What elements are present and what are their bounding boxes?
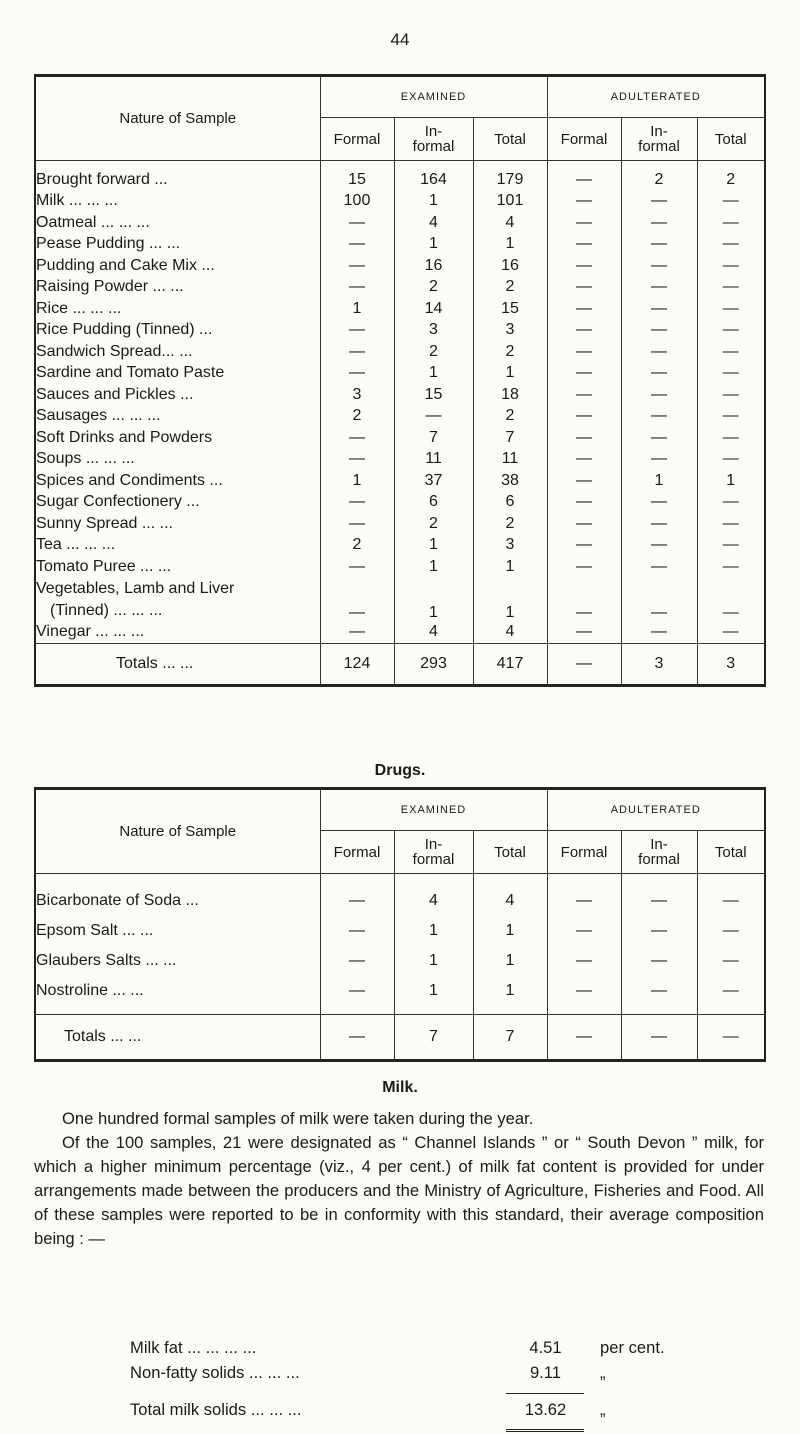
examined-header: EXAMINED — [320, 76, 547, 118]
sample-count: — — [547, 427, 621, 449]
adulterated-header: ADULTERATED — [547, 76, 765, 118]
sample-count: — — [697, 916, 765, 946]
sample-count: — — [697, 874, 765, 917]
sample-count: — — [621, 916, 697, 946]
sample-count: 2 — [394, 513, 473, 535]
sample-count: — — [547, 255, 621, 277]
table-row — [35, 320, 765, 342]
sample-name-line: Vegetables, Lamb and Liver — [36, 579, 235, 597]
sample-count: 15 — [394, 384, 473, 406]
table-row — [35, 916, 765, 946]
sample-count: 2 — [320, 406, 394, 428]
column-header: Total — [473, 831, 547, 874]
sample-count: — — [547, 212, 621, 234]
sample-count: — — [547, 513, 621, 535]
sample-name: Bicarbonate of Soda ... — [36, 892, 199, 909]
sample-count: 1 — [473, 363, 547, 385]
sample-count: — — [621, 535, 697, 557]
sample-count: — — [547, 363, 621, 385]
sample-count: — — [621, 320, 697, 342]
sample-count: — — [697, 341, 765, 363]
sample-name: Sardine and Tomato Paste — [36, 364, 225, 382]
sample-count: 4 — [394, 212, 473, 234]
sample-count: — — [697, 946, 765, 976]
sample-count: 2 — [473, 406, 547, 428]
sample-count: — — [320, 449, 394, 471]
sample-count: — — [547, 874, 621, 917]
sample-name: Soft Drinks and Powders — [36, 428, 213, 446]
sample-count: 7 — [473, 427, 547, 449]
sample-name: Tomato Puree ... ... — [36, 557, 172, 575]
composition-value: 13.62 — [524, 1400, 567, 1419]
sample-count: — — [547, 298, 621, 320]
sample-count: 1 — [621, 470, 697, 492]
sample-count: — — [547, 384, 621, 406]
sample-count: — — [547, 556, 621, 578]
sample-count: — — [697, 277, 765, 299]
sample-count: — — [547, 277, 621, 299]
sample-count: 4 — [394, 622, 473, 644]
sample-count: 1 — [394, 946, 473, 976]
sample-count: — — [697, 298, 765, 320]
sample-count: 2 — [320, 535, 394, 557]
composition-unit: per cent. — [600, 1338, 665, 1357]
table-row — [35, 234, 765, 256]
sample-count: — — [320, 212, 394, 234]
sample-count: 7 — [394, 1015, 473, 1061]
table-row — [35, 1015, 765, 1061]
sample-name: Sauces and Pickles ... — [36, 385, 194, 403]
sample-count: 2 — [473, 341, 547, 363]
sample-count: — — [320, 622, 394, 644]
sample-count: 1 — [473, 578, 547, 622]
sample-count: 11 — [473, 449, 547, 471]
sample-count: — — [320, 976, 394, 1015]
sample-count: — — [320, 363, 394, 385]
sample-count: 3 — [697, 644, 765, 686]
sample-name: Totals ... ... — [35, 644, 320, 686]
sample-count: — — [547, 946, 621, 976]
sample-count: 1 — [320, 470, 394, 492]
sample-count: — — [320, 874, 394, 917]
sample-count: — — [621, 1015, 697, 1061]
column-header: In- formal — [394, 831, 473, 874]
column-header: Formal — [320, 118, 394, 161]
sample-count: 124 — [320, 644, 394, 686]
table-row — [35, 277, 765, 299]
sample-name: Pease Pudding ... ... — [36, 235, 181, 253]
sample-count: — — [697, 513, 765, 535]
total-double-rule — [506, 1429, 584, 1432]
sample-count: — — [320, 513, 394, 535]
column-header: Formal — [547, 118, 621, 161]
sample-count: 293 — [394, 644, 473, 686]
sample-count: — — [621, 255, 697, 277]
sample-count: — — [547, 470, 621, 492]
sample-count: — — [547, 644, 621, 686]
examined-header: EXAMINED — [320, 789, 547, 831]
sample-count: — — [547, 916, 621, 946]
sample-count: — — [697, 427, 765, 449]
sample-count: — — [697, 255, 765, 277]
sample-count: 1 — [394, 363, 473, 385]
composition-unit: „ — [600, 1400, 606, 1419]
sample-count: — — [394, 406, 473, 428]
sample-count: 179 — [473, 161, 547, 191]
sample-count: — — [320, 234, 394, 256]
sample-name: Oatmeal ... ... ... — [36, 213, 150, 231]
sample-count: 4 — [473, 874, 547, 917]
composition-value: 4.51 — [529, 1338, 562, 1357]
sample-count: — — [697, 622, 765, 644]
sample-count: — — [621, 449, 697, 471]
sample-count: — — [621, 513, 697, 535]
composition-label: Non-fatty solids ... ... ... — [130, 1363, 300, 1382]
table-row — [35, 384, 765, 406]
sample-name: Rice ... ... ... — [36, 299, 122, 317]
sample-count: — — [697, 535, 765, 557]
sample-count: — — [621, 622, 697, 644]
sample-name: Tea ... ... ... — [36, 536, 116, 554]
sample-count: 2 — [697, 161, 765, 191]
column-header: Formal — [547, 831, 621, 874]
sample-count: — — [621, 976, 697, 1015]
sample-count: 15 — [320, 161, 394, 191]
sample-count: — — [547, 492, 621, 514]
sample-count: — — [547, 449, 621, 471]
sample-count: 2 — [394, 277, 473, 299]
sample-count: — — [320, 277, 394, 299]
sample-name: Sandwich Spread... ... — [36, 342, 193, 360]
sample-name: Totals ... ... — [35, 1015, 320, 1061]
sample-count: 1 — [473, 916, 547, 946]
milk-heading: Milk. — [382, 1079, 418, 1096]
sample-name: Brought forward ... — [36, 170, 168, 188]
table-row — [35, 470, 765, 492]
table-row — [35, 874, 765, 917]
sample-count: — — [547, 161, 621, 191]
sample-count: — — [547, 976, 621, 1015]
table-row — [35, 976, 765, 1015]
table-row — [35, 513, 765, 535]
sample-count: 1 — [697, 470, 765, 492]
table-row — [35, 161, 765, 191]
name-column-header: Nature of Sample — [35, 76, 320, 161]
sample-count: 4 — [473, 622, 547, 644]
table-row — [35, 535, 765, 557]
sample-count: 16 — [473, 255, 547, 277]
sample-name: Milk ... ... ... — [36, 192, 118, 210]
sample-name: Nostroline ... ... — [36, 982, 144, 999]
adulterated-header: ADULTERATED — [547, 789, 765, 831]
sample-name: Pudding and Cake Mix ... — [36, 256, 215, 274]
sample-count: — — [547, 1015, 621, 1061]
sample-count: 37 — [394, 470, 473, 492]
sample-count: — — [621, 212, 697, 234]
sample-name: Soups ... ... ... — [36, 450, 135, 468]
sample-count: 7 — [473, 1015, 547, 1061]
sample-count: — — [621, 427, 697, 449]
sample-count: — — [697, 363, 765, 385]
sample-count: 101 — [473, 191, 547, 213]
sample-count: 3 — [320, 384, 394, 406]
sample-count: 164 — [394, 161, 473, 191]
composition-unit: „ — [600, 1363, 606, 1382]
sample-count: — — [320, 492, 394, 514]
table-row — [35, 212, 765, 234]
sample-name — [35, 578, 320, 622]
sample-count: — — [621, 191, 697, 213]
food-samples-table — [34, 74, 766, 687]
sample-count: 2 — [621, 161, 697, 191]
sample-count: — — [547, 320, 621, 342]
sample-name: Raising Powder ... ... — [36, 278, 184, 296]
sample-count: — — [621, 578, 697, 622]
sample-count: 3 — [394, 320, 473, 342]
name-column-header: Nature of Sample — [35, 789, 320, 874]
milk-paragraph: One hundred formal samples of milk were taken during the year. — [62, 1109, 534, 1128]
sample-count: 1 — [394, 578, 473, 622]
table-row — [35, 622, 765, 644]
sample-count: 14 — [394, 298, 473, 320]
sample-count: 15 — [473, 298, 547, 320]
sample-count: — — [697, 1015, 765, 1061]
sample-count: 1 — [394, 234, 473, 256]
sample-count: — — [621, 277, 697, 299]
sample-count: — — [621, 234, 697, 256]
sample-count: — — [320, 320, 394, 342]
sample-count: — — [621, 492, 697, 514]
sample-count: — — [320, 946, 394, 976]
sample-count: 1 — [394, 535, 473, 557]
sample-count: — — [320, 341, 394, 363]
page-number: 44 — [390, 30, 410, 49]
composition-label: Total milk solids ... ... ... — [130, 1400, 302, 1419]
sample-count: 417 — [473, 644, 547, 686]
sample-name-line: (Tinned) ... ... ... — [50, 601, 163, 619]
sample-count: 6 — [473, 492, 547, 514]
sample-count: — — [320, 1015, 394, 1061]
table-row — [35, 406, 765, 428]
column-header: Total — [697, 118, 765, 161]
sample-count: 1 — [473, 946, 547, 976]
sample-count: 1 — [394, 976, 473, 1015]
sample-count: — — [320, 556, 394, 578]
drug-samples-table — [34, 787, 766, 1062]
sample-count: — — [547, 191, 621, 213]
sample-name: Sausages ... ... ... — [36, 407, 161, 425]
sample-count: — — [547, 341, 621, 363]
sample-count: 2 — [473, 277, 547, 299]
sample-name: Rice Pudding (Tinned) ... — [36, 321, 213, 339]
table-row — [35, 341, 765, 363]
sample-count: 11 — [394, 449, 473, 471]
sample-count: — — [697, 976, 765, 1015]
sample-name: Epsom Salt ... ... — [36, 922, 154, 939]
sample-count: 3 — [621, 644, 697, 686]
sample-count: — — [621, 556, 697, 578]
drugs-heading: Drugs. — [374, 762, 426, 779]
sample-count: — — [621, 874, 697, 917]
sample-count: 100 — [320, 191, 394, 213]
table-row — [35, 644, 765, 686]
milk-text — [34, 1107, 764, 1251]
sum-rule — [506, 1393, 584, 1394]
sample-count: 1 — [473, 556, 547, 578]
sample-name: Vinegar ... ... ... — [36, 623, 145, 641]
sample-name: Sunny Spread ... ... — [36, 514, 173, 532]
sample-count: — — [697, 556, 765, 578]
sample-count: 1 — [473, 976, 547, 1015]
sample-count: 38 — [473, 470, 547, 492]
sample-count: 1 — [394, 556, 473, 578]
column-header: Total — [473, 118, 547, 161]
sample-count: — — [547, 234, 621, 256]
sample-count: — — [320, 916, 394, 946]
sample-count: — — [547, 406, 621, 428]
sample-count: — — [697, 191, 765, 213]
sample-count: 4 — [394, 874, 473, 917]
sample-count: — — [547, 622, 621, 644]
table-row — [35, 449, 765, 471]
sample-count: — — [697, 578, 765, 622]
table-row — [35, 492, 765, 514]
sample-count: 1 — [320, 298, 394, 320]
milk-paragraph: Of the 100 samples, 21 were designated as “ Channel Islands ” or “ South Devon ” milk, for which a higher minimum percentage (viz., 4 per cent.) of milk fat content is provided for under arrangements made between the producers and the Ministry of Agriculture, Fisheries and Food. All of these samples were reported to be in conformity with this standard, their average composition being : — — [34, 1133, 764, 1248]
sample-count: — — [320, 255, 394, 277]
column-header: In- formal — [621, 831, 697, 874]
table-row — [35, 556, 765, 578]
table-row — [35, 255, 765, 277]
table-row — [35, 363, 765, 385]
sample-count: 1 — [394, 916, 473, 946]
sample-count: — — [697, 449, 765, 471]
sample-count: — — [621, 363, 697, 385]
sample-name: Sugar Confectionery ... — [36, 493, 200, 511]
table-row — [35, 298, 765, 320]
sample-count: 16 — [394, 255, 473, 277]
sample-count: — — [621, 384, 697, 406]
sample-count: — — [697, 406, 765, 428]
composition-label: Milk fat ... ... ... ... — [130, 1338, 257, 1357]
sample-name: Glaubers Salts ... ... — [36, 952, 177, 969]
sample-count: — — [697, 212, 765, 234]
column-header: Total — [697, 831, 765, 874]
sample-count: — — [547, 535, 621, 557]
sample-count: — — [621, 946, 697, 976]
column-header: In- formal — [621, 118, 697, 161]
sample-count: — — [697, 492, 765, 514]
table-row — [35, 427, 765, 449]
sample-count: — — [697, 320, 765, 342]
sample-count: — — [320, 578, 394, 622]
sample-count: 2 — [394, 341, 473, 363]
column-header: Formal — [320, 831, 394, 874]
table-row — [35, 578, 765, 622]
sample-count: — — [621, 406, 697, 428]
composition-value: 9.11 — [529, 1363, 562, 1382]
sample-count: — — [697, 234, 765, 256]
table-row — [35, 946, 765, 976]
sample-count: 1 — [473, 234, 547, 256]
column-header: In- formal — [394, 118, 473, 161]
sample-count: 7 — [394, 427, 473, 449]
sample-count: — — [697, 384, 765, 406]
sample-count: 1 — [394, 191, 473, 213]
sample-count: 2 — [473, 513, 547, 535]
table-row — [35, 191, 765, 213]
sample-count: — — [547, 578, 621, 622]
sample-count: 18 — [473, 384, 547, 406]
sample-count: — — [621, 341, 697, 363]
sample-count: 3 — [473, 535, 547, 557]
sample-count: — — [320, 427, 394, 449]
sample-count: 6 — [394, 492, 473, 514]
sample-count: 4 — [473, 212, 547, 234]
sample-count: 3 — [473, 320, 547, 342]
sample-name: Spices and Condiments ... — [36, 471, 223, 489]
sample-count: — — [621, 298, 697, 320]
